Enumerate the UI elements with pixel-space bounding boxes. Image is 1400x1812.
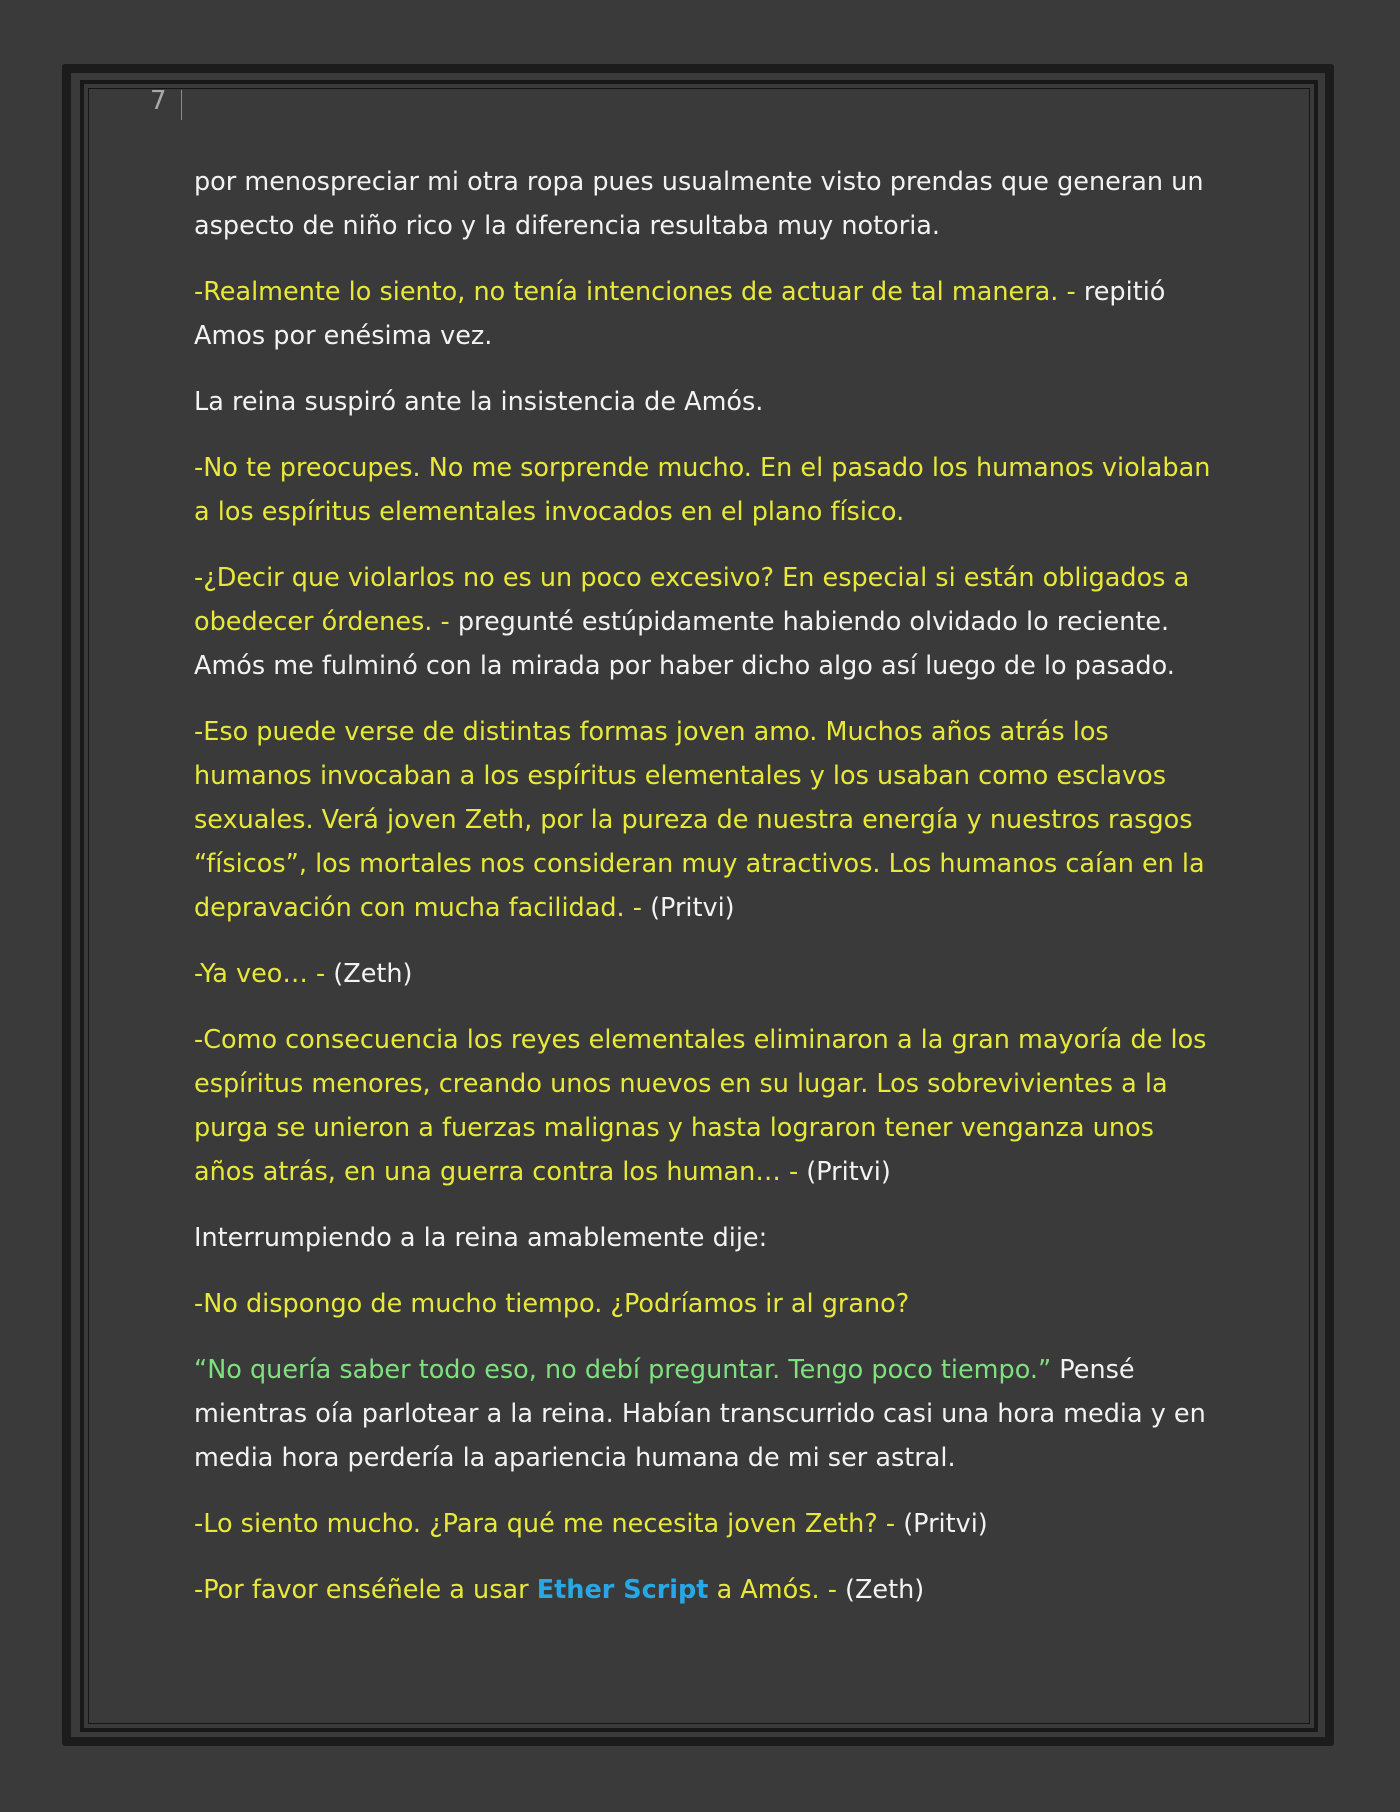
text-segment: -No dispongo de mucho tiempo. ¿Podríamos ir al grano? [194, 1289, 910, 1319]
paragraph [194, 1018, 1214, 1194]
paragraph [194, 380, 1214, 424]
text-segment: (Pritvi) [806, 1157, 891, 1187]
text-segment: -Por favor enséñele a usar [194, 1575, 537, 1605]
text-segment: (Pritvi) [903, 1509, 988, 1539]
paragraph [194, 1502, 1214, 1546]
text-segment: -Realmente lo siento, no tenía intenciones de actuar de tal manera. - [194, 277, 1084, 307]
text-segment: -Lo siento mucho. ¿Para qué me necesita joven Zeth? - [194, 1509, 904, 1539]
paragraph [194, 1568, 1214, 1612]
text-segment: -No te preocupes. No me sorprende mucho. En el pasado los humanos violaban a los espíritus elementales invocados en el plano físico. [194, 453, 1211, 527]
paragraph [194, 556, 1214, 688]
paragraph [194, 1216, 1214, 1260]
text-segment: Ether Script [536, 1575, 709, 1605]
document-body [194, 160, 1214, 1634]
paragraph [194, 710, 1214, 930]
text-segment: repitió Amos por enésima vez. [194, 277, 1166, 351]
text-segment: a Amós. - [708, 1575, 845, 1605]
paragraph [194, 952, 1214, 996]
text-segment: Interrumpiendo a la reina amablemente dije: [194, 1223, 768, 1253]
text-segment: -¿Decir que violarlos no es un poco excesivo? En especial si están obligados a obedecer órdenes. - [194, 563, 1190, 637]
page-number: 7 [150, 86, 167, 116]
text-segment: -Ya veo… - [194, 959, 334, 989]
text-segment: Pensé mientras oía parlotear a la reina. Habían transcurrido casi una hora media y en media hora perdería la apariencia humana de mi ser astral. [194, 1355, 1206, 1473]
paragraph [194, 446, 1214, 534]
text-segment: por menospreciar mi otra ropa pues usualmente visto prendas que generan un aspecto de niño rico y la diferencia resultaba muy notoria. [194, 167, 1204, 241]
text-segment: -Como consecuencia los reyes elementales eliminaron a la gran mayoría de los espíritus menores, creando unos nuevos en su lugar. Los sobrevivientes a la purga se unieron a fuerzas malignas y hasta lograron tener venganza unos años atrás, en una guerra contra los human… - [194, 1025, 1207, 1187]
paragraph [194, 160, 1214, 248]
text-segment: -Eso puede verse de distintas formas joven amo. Muchos años atrás los humanos invocaban a los espíritus elementales y los usaban como esclavos sexuales. Verá joven Zeth, por la pureza de nuestra energía y nuestros rasgos “físicos”, los mortales nos consideran muy atractivos. Los humanos caían en la depravación con mucha facilidad. - [194, 717, 1205, 923]
text-segment: (Pritvi) [650, 893, 735, 923]
text-segment: “No quería saber todo eso, no debí preguntar. Tengo poco tiempo.” [194, 1355, 1060, 1385]
text-segment: La reina suspiró ante la insistencia de Amós. [194, 387, 764, 417]
page-number-divider [181, 90, 182, 120]
paragraph [194, 1282, 1214, 1326]
paragraph [194, 270, 1214, 358]
paragraph [194, 1348, 1214, 1480]
text-segment: pregunté estúpidamente habiendo olvidado lo reciente. Amós me fulminó con la mirada por haber dicho algo así luego de lo pasado. [194, 607, 1175, 681]
text-segment: (Zeth) [333, 959, 413, 989]
text-segment: (Zeth) [845, 1575, 925, 1605]
